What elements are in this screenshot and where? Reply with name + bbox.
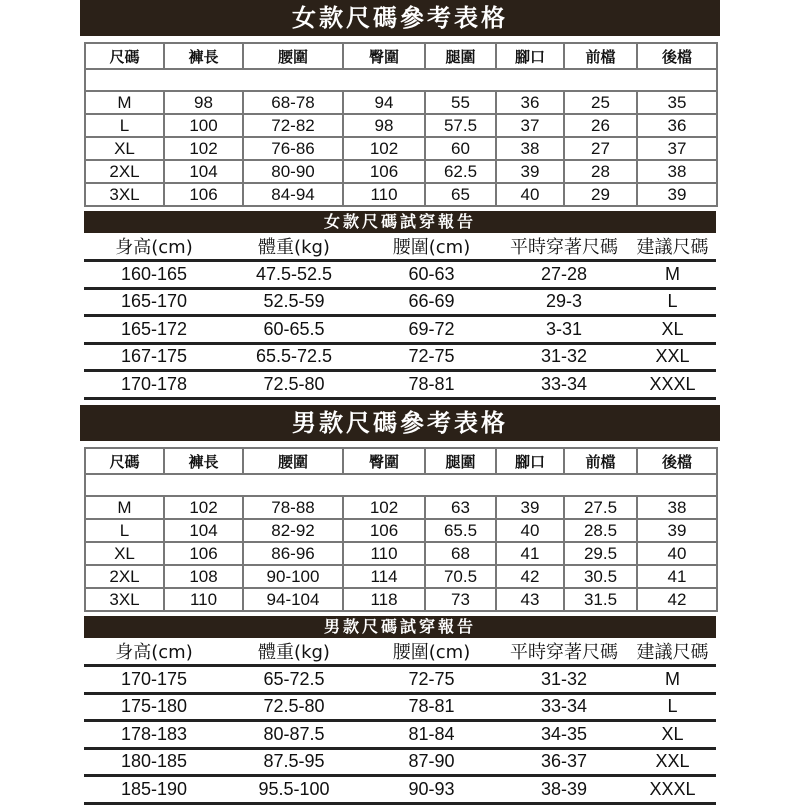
table-cell: 167-175 (84, 343, 224, 371)
table-row (85, 183, 717, 206)
table-cell: 95.5-100 (224, 776, 364, 804)
table-row (85, 91, 717, 114)
size-header-row (85, 43, 717, 69)
column-header: 褲長 (164, 448, 243, 474)
table-cell: 3XL (85, 588, 164, 611)
table-cell: 108 (164, 565, 243, 588)
column-header: 腰圍(cm) (364, 233, 499, 261)
table-cell: 65.5-72.5 (224, 343, 364, 371)
table-cell: 170-178 (84, 371, 224, 399)
table-cell: 87-90 (364, 748, 499, 776)
table-cell: 78-81 (364, 693, 499, 721)
table-row (85, 496, 717, 519)
table-cell: 60-63 (364, 261, 499, 289)
table-row (85, 588, 717, 611)
table-cell: 39 (637, 519, 717, 542)
table-row (85, 137, 717, 160)
table-cell: 52.5-59 (224, 288, 364, 316)
men-size-table (84, 447, 718, 612)
table-cell: 100 (164, 114, 243, 137)
table-cell: 43 (496, 588, 564, 611)
table-cell: M (85, 91, 164, 114)
table-cell: 25 (564, 91, 637, 114)
table-cell: 31-32 (499, 343, 629, 371)
column-header: 腿圍 (425, 448, 496, 474)
table-cell: 38 (637, 496, 717, 519)
table-row (85, 114, 717, 137)
table-cell: 110 (343, 542, 425, 565)
column-header: 腰圍(cm) (364, 638, 499, 666)
table-cell: 34-35 (499, 721, 629, 749)
table-cell: 38-39 (499, 776, 629, 804)
table-cell: 165-170 (84, 288, 224, 316)
table-cell: 60-65.5 (224, 316, 364, 344)
table-cell: 180-185 (84, 748, 224, 776)
fit-row (84, 316, 716, 344)
table-cell: 104 (164, 160, 243, 183)
table-cell: 160-165 (84, 261, 224, 289)
fit-row (84, 721, 716, 749)
table-cell: 102 (164, 137, 243, 160)
table-cell: XL (629, 721, 716, 749)
women-size-title: 女款尺碼參考表格 (80, 0, 720, 36)
table-cell: M (85, 496, 164, 519)
table-cell: 37 (496, 114, 564, 137)
table-cell: 39 (637, 183, 717, 206)
table-cell: 62.5 (425, 160, 496, 183)
table-cell: 27 (564, 137, 637, 160)
women-fit-table (84, 233, 716, 400)
empty-cell (85, 69, 717, 91)
table-cell: 28 (564, 160, 637, 183)
table-cell: 2XL (85, 160, 164, 183)
women-section (80, 0, 720, 400)
table-cell: 106 (164, 542, 243, 565)
table-cell: 57.5 (425, 114, 496, 137)
table-cell: 65.5 (425, 519, 496, 542)
column-header: 建議尺碼 (629, 233, 716, 261)
table-cell: 39 (496, 496, 564, 519)
table-cell: 31-32 (499, 666, 629, 694)
table-cell: 118 (343, 588, 425, 611)
table-cell: 2XL (85, 565, 164, 588)
table-cell: 106 (343, 160, 425, 183)
table-cell: 65-72.5 (224, 666, 364, 694)
table-cell: 35 (637, 91, 717, 114)
size-header-row (85, 448, 717, 474)
fit-row (84, 261, 716, 289)
column-header: 尺碼 (85, 448, 164, 474)
table-cell: 73 (425, 588, 496, 611)
table-cell: 70.5 (425, 565, 496, 588)
table-cell: 63 (425, 496, 496, 519)
table-cell: 29-3 (499, 288, 629, 316)
table-cell: 55 (425, 91, 496, 114)
table-row (85, 160, 717, 183)
table-cell: 60 (425, 137, 496, 160)
table-cell: M (629, 666, 716, 694)
table-cell: 98 (343, 114, 425, 137)
table-cell: 72.5-80 (224, 693, 364, 721)
table-cell: 102 (343, 496, 425, 519)
men-section (80, 405, 720, 805)
table-cell: 36 (496, 91, 564, 114)
table-cell: 39 (496, 160, 564, 183)
table-cell: M (629, 261, 716, 289)
table-cell: 29.5 (564, 542, 637, 565)
fit-row (84, 343, 716, 371)
table-cell: 94-104 (243, 588, 343, 611)
fit-row (84, 288, 716, 316)
table-cell: 3XL (85, 183, 164, 206)
table-cell: 72-82 (243, 114, 343, 137)
table-cell: XXXL (629, 776, 716, 804)
table-cell: 90-100 (243, 565, 343, 588)
column-header: 褲長 (164, 43, 243, 69)
table-cell: 175-180 (84, 693, 224, 721)
table-cell: 72-75 (364, 666, 499, 694)
empty-cell (85, 474, 717, 496)
table-cell: 26 (564, 114, 637, 137)
table-cell: 72-75 (364, 343, 499, 371)
column-header: 身高(cm) (84, 233, 224, 261)
table-cell: 87.5-95 (224, 748, 364, 776)
column-header: 腿圍 (425, 43, 496, 69)
empty-row (85, 69, 717, 91)
table-cell: XL (85, 542, 164, 565)
table-cell: 65 (425, 183, 496, 206)
table-cell: 106 (343, 519, 425, 542)
table-cell: XXXL (629, 371, 716, 399)
table-cell: 110 (343, 183, 425, 206)
empty-row (85, 474, 717, 496)
men-fit-title: 男款尺碼試穿報告 (84, 616, 716, 638)
table-cell: 86-96 (243, 542, 343, 565)
women-size-table (84, 42, 718, 207)
table-row (85, 565, 717, 588)
table-cell: 81-84 (364, 721, 499, 749)
fit-header-row (84, 233, 716, 261)
column-header: 臀圍 (343, 448, 425, 474)
column-header: 前檔 (564, 448, 637, 474)
table-cell: 27.5 (564, 496, 637, 519)
column-header: 平時穿著尺碼 (499, 233, 629, 261)
table-cell: 102 (164, 496, 243, 519)
table-cell: L (629, 693, 716, 721)
table-cell: 68-78 (243, 91, 343, 114)
table-cell: 41 (496, 542, 564, 565)
table-cell: 84-94 (243, 183, 343, 206)
table-cell: 38 (637, 160, 717, 183)
fit-row (84, 748, 716, 776)
men-size-title: 男款尺碼參考表格 (80, 405, 720, 441)
column-header: 平時穿著尺碼 (499, 638, 629, 666)
column-header: 體重(kg) (224, 233, 364, 261)
column-header: 身高(cm) (84, 638, 224, 666)
table-cell: XL (629, 316, 716, 344)
table-cell: 165-172 (84, 316, 224, 344)
table-cell: 106 (164, 183, 243, 206)
table-cell: 82-92 (243, 519, 343, 542)
table-cell: 30.5 (564, 565, 637, 588)
table-cell: 170-175 (84, 666, 224, 694)
fit-row (84, 693, 716, 721)
table-cell: 72.5-80 (224, 371, 364, 399)
table-cell: 98 (164, 91, 243, 114)
table-cell: 69-72 (364, 316, 499, 344)
table-cell: 31.5 (564, 588, 637, 611)
column-header: 腳口 (496, 448, 564, 474)
column-header: 尺碼 (85, 43, 164, 69)
column-header: 體重(kg) (224, 638, 364, 666)
column-header: 臀圍 (343, 43, 425, 69)
table-cell: 78-81 (364, 371, 499, 399)
table-cell: 3-31 (499, 316, 629, 344)
table-cell: 33-34 (499, 371, 629, 399)
table-cell: 66-69 (364, 288, 499, 316)
table-cell: 104 (164, 519, 243, 542)
table-cell: L (85, 519, 164, 542)
table-cell: 33-34 (499, 693, 629, 721)
table-cell: 68 (425, 542, 496, 565)
women-fit-title: 女款尺碼試穿報告 (84, 211, 716, 233)
table-cell: 47.5-52.5 (224, 261, 364, 289)
table-cell: 36 (637, 114, 717, 137)
table-cell: 94 (343, 91, 425, 114)
table-cell: 40 (496, 519, 564, 542)
men-fit-table (84, 638, 716, 805)
table-cell: 29 (564, 183, 637, 206)
table-cell: 40 (637, 542, 717, 565)
table-cell: 37 (637, 137, 717, 160)
table-cell: 28.5 (564, 519, 637, 542)
table-cell: 178-183 (84, 721, 224, 749)
table-cell: 78-88 (243, 496, 343, 519)
table-cell: 42 (637, 588, 717, 611)
table-cell: 42 (496, 565, 564, 588)
table-cell: 36-37 (499, 748, 629, 776)
column-header: 腰圍 (243, 43, 343, 69)
column-header: 腳口 (496, 43, 564, 69)
table-cell: XXL (629, 343, 716, 371)
column-header: 腰圍 (243, 448, 343, 474)
table-cell: 185-190 (84, 776, 224, 804)
table-cell: 40 (496, 183, 564, 206)
table-cell: 41 (637, 565, 717, 588)
fit-header-row (84, 638, 716, 666)
table-cell: XL (85, 137, 164, 160)
table-cell: L (629, 288, 716, 316)
table-cell: 90-93 (364, 776, 499, 804)
fit-row (84, 666, 716, 694)
column-header: 後檔 (637, 448, 717, 474)
table-cell: 76-86 (243, 137, 343, 160)
table-row (85, 519, 717, 542)
fit-row (84, 776, 716, 804)
table-cell: 80-90 (243, 160, 343, 183)
table-cell: L (85, 114, 164, 137)
table-row (85, 542, 717, 565)
table-cell: 80-87.5 (224, 721, 364, 749)
table-cell: 27-28 (499, 261, 629, 289)
table-cell: 110 (164, 588, 243, 611)
table-cell: 38 (496, 137, 564, 160)
table-cell: 102 (343, 137, 425, 160)
column-header: 建議尺碼 (629, 638, 716, 666)
fit-row (84, 371, 716, 399)
column-header: 前檔 (564, 43, 637, 69)
table-cell: 114 (343, 565, 425, 588)
table-cell: XXL (629, 748, 716, 776)
column-header: 後檔 (637, 43, 717, 69)
